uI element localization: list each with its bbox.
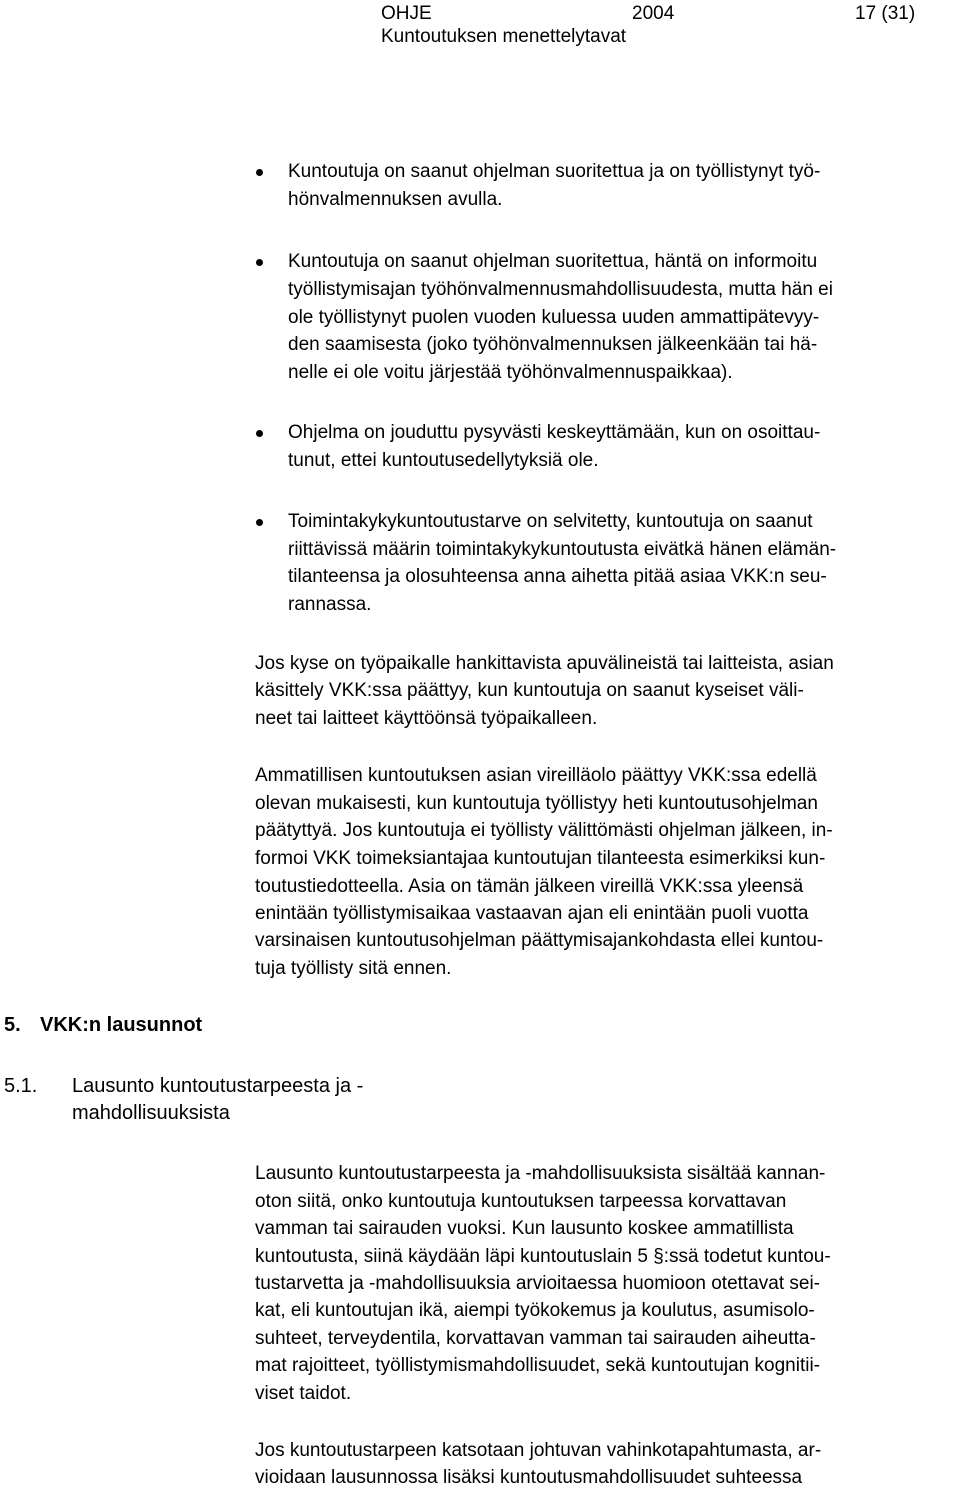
paragraph-line: Ammatillisen kuntoutuksen asian vireilläolo päättyy VKK:ssa edellä: [255, 765, 817, 786]
bullet-line: Kuntoutuja on saanut ohjelman suoritettua ja on työllistynyt työ-: [288, 161, 821, 182]
bullet-line: Ohjelma on jouduttu pysyvästi keskeyttämään, kun on osoittau-: [288, 422, 821, 443]
header-page-number: 17 (31): [855, 3, 916, 24]
bullet-line: hönvalmennuksen avulla.: [288, 189, 503, 210]
paragraph-line: varsinaisen kuntoutusohjelman päättymisajankohdasta ellei kuntou-: [255, 930, 824, 951]
header-subtitle: Kuntoutuksen menettelytavat: [381, 26, 627, 47]
bullet-dot: [256, 169, 263, 176]
bullet-line: den saamisesta (joko työhönvalmennuksen jälkeenkään tai hä-: [288, 334, 818, 355]
subsection-number: 5.1.: [4, 1075, 38, 1097]
paragraph-line: Jos kuntoutustarpeen katsotaan johtuvan vahinkotapahtumasta, ar-: [255, 1440, 822, 1461]
paragraph-line: neet tai laitteet käyttöönsä työpaikalleen.: [255, 708, 598, 729]
bullet-line: ole työllistynyt puolen vuoden kuluessa uuden ammattipätevyy-: [288, 307, 820, 328]
subsection-title-line: mahdollisuuksista: [72, 1102, 230, 1124]
header-doc-name: OHJE: [381, 3, 432, 24]
paragraph-line: vioidaan lausunnossa lisäksi kuntoutusmahdollisuudet suhteessa: [255, 1467, 803, 1488]
paragraph-line: oton siitä, onko kuntoutuja kuntoutuksen tarpeessa korvattavan: [255, 1191, 787, 1212]
bullet-line: Kuntoutuja on saanut ohjelman suoritettua, häntä on informoitu: [288, 251, 818, 272]
paragraph-line: tustarvetta ja -mahdollisuuksia arvioitaessa huomioon otettavat sei-: [255, 1273, 821, 1294]
bullet-line: rannassa.: [288, 594, 372, 615]
bullet-dot: [256, 430, 263, 437]
bullet-line: tunut, ettei kuntoutusedellytyksiä ole.: [288, 450, 599, 471]
bullet-line: riittävissä määrin toimintakykykuntoutusta eivätkä hänen elämän-: [288, 539, 837, 560]
subsection-title-line: Lausunto kuntoutustarpeesta ja -: [72, 1075, 364, 1097]
bullet-line: tilanteensa ja olosuhteensa anna aihetta pitää asiaa VKK:n seu-: [288, 566, 827, 587]
bullet-dot: [256, 259, 263, 266]
paragraph-line: Jos kyse on työpaikalle hankittavista apuvälineistä tai laitteista, asian: [255, 653, 834, 674]
paragraph-line: toutustiedotteella. Asia on tämän jälkeen vireillä VKK:ssa yleensä: [255, 876, 804, 897]
paragraph-line: Lausunto kuntoutustarpeesta ja -mahdollisuuksista sisältää kannan-: [255, 1163, 826, 1184]
paragraph-line: formoi VKK toimeksiantajaa kuntoutujan tilanteesta esimerkiksi kun-: [255, 848, 826, 869]
paragraph-line: viset taidot.: [255, 1383, 352, 1404]
paragraph-line: mat rajoitteet, työllistymismahdollisuudet, sekä kuntoutujan kognitii-: [255, 1355, 820, 1376]
paragraph-line: suhteet, terveydentila, korvattavan vamman tai sairauden aiheutta-: [255, 1328, 816, 1349]
bullet-line: Toimintakykykuntoutustarve on selvitetty, kuntoutuja on saanut: [288, 511, 813, 532]
paragraph-line: olevan mukaisesti, kun kuntoutuja työllistyy heti kuntoutusohjelman: [255, 793, 818, 814]
paragraph-line: enintään työllistymisaikaa vastaavan ajan eli enintään puoli vuotta: [255, 903, 809, 924]
header-year: 2004: [632, 3, 675, 24]
paragraph-line: kuntoutusta, siinä käydään läpi kuntoutuslain 5 §:ssä todetut kuntou-: [255, 1246, 831, 1267]
paragraph-line: käsittely VKK:ssa päättyy, kun kuntoutuja on saanut kyseiset väli-: [255, 680, 804, 701]
section-number: 5.: [4, 1014, 21, 1036]
section-title: VKK:n lausunnot: [40, 1014, 203, 1036]
bullet-dot: [256, 519, 263, 526]
paragraph-line: kat, eli kuntoutujan ikä, aiempi työkokemus ja koulutus, asumisolo-: [255, 1300, 815, 1321]
bullet-line: työllistymisajan työhönvalmennusmahdollisuudesta, mutta hän ei: [288, 279, 833, 300]
paragraph-line: vamman tai sairauden vuoksi. Kun lausunto koskee ammatillista: [255, 1218, 794, 1239]
paragraph-line: päätyttyä. Jos kuntoutuja ei työllisty välittömästi ohjelman jälkeen, in-: [255, 820, 833, 841]
bullet-line: nelle ei ole voitu järjestää työhönvalmennuspaikkaa).: [288, 362, 733, 383]
paragraph-line: tuja työllisty sitä ennen.: [255, 958, 452, 979]
